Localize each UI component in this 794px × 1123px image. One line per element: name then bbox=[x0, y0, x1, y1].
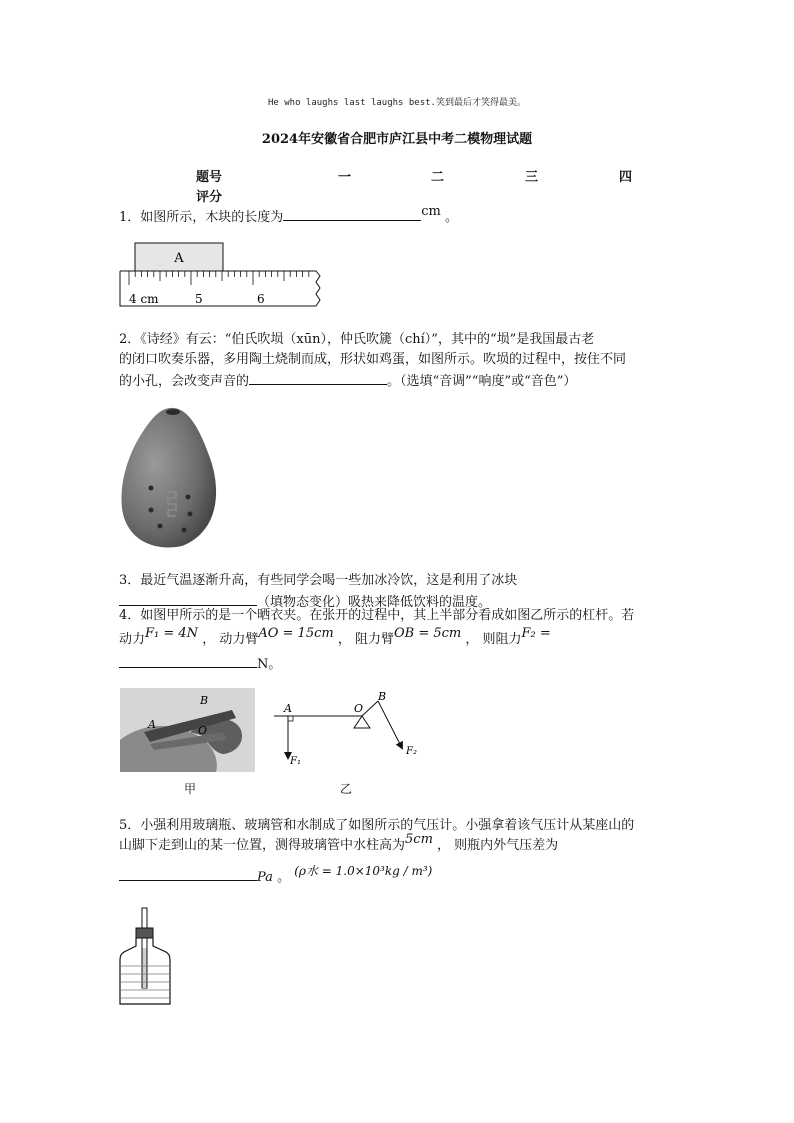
caption-yi: 乙 bbox=[340, 782, 353, 796]
q3-answer-blank[interactable] bbox=[119, 591, 257, 606]
q2-line-2: 的闭口吹奏乐器，多用陶土烧制而成，形状如鸡蛋，如图所示。吹埙的过程中，按住不同 bbox=[119, 352, 627, 367]
ruler-figure bbox=[118, 240, 324, 308]
page-title: 2024年安徽省合肥市庐江县中考二模物理试题 bbox=[261, 132, 533, 147]
q4-unit: N。 bbox=[257, 657, 282, 672]
tick-label-5: 5 bbox=[195, 292, 203, 306]
q5-density: (ρ水 = 1.0×10³kg / m³) bbox=[294, 864, 433, 878]
score-row-header: 评分 bbox=[196, 190, 223, 205]
xun-body bbox=[122, 408, 217, 548]
barometer-figure bbox=[118, 906, 174, 1010]
fulcrum bbox=[354, 716, 370, 728]
q5-end: 。 bbox=[277, 870, 291, 885]
page-motto: He who laughs last laughs best.笑到最后才笑得最美。 bbox=[268, 98, 526, 108]
lever-label-o: O bbox=[354, 702, 364, 715]
caption-jia: 甲 bbox=[184, 782, 197, 796]
lever-label-a: A bbox=[284, 702, 292, 715]
q1-answer-blank[interactable] bbox=[283, 206, 421, 221]
score-col-3: 三 bbox=[525, 170, 539, 185]
score-col-1: 一 bbox=[338, 170, 352, 185]
xun-figure bbox=[118, 400, 228, 550]
q4-answer-blank[interactable] bbox=[119, 653, 257, 668]
q5-line-3 bbox=[119, 866, 679, 888]
score-col-header: 题号 bbox=[196, 170, 223, 185]
q5-line-2b: ， 则瓶内外气压差为 bbox=[437, 838, 559, 853]
q2-line-3b: 。（选填“音调”“响度”或“音色”） bbox=[387, 374, 577, 389]
q4-line-1: 4．如图甲所示的是一个晒衣夹。在张开的过程中，其上半部分看成如图乙所示的杠杆。若 bbox=[119, 608, 635, 623]
q4-expr-f2: F₂ = bbox=[521, 626, 551, 641]
q5-line-1: 5．小强利用玻璃瓶、玻璃管和水制成了如图所示的气压计。小强拿着该气压计从某座山的 bbox=[119, 818, 635, 833]
lever-diagram bbox=[268, 688, 438, 772]
lever-label-b: B bbox=[378, 690, 387, 703]
question-5 bbox=[119, 816, 679, 856]
force-f2-arrow bbox=[378, 701, 402, 748]
q5-line-2a: 山脚下走到山的某一位置，测得玻璃管中水柱高为 bbox=[119, 838, 406, 853]
tick-label-4: 4 cm bbox=[129, 292, 159, 306]
q4-expr-f1: F₁ = 4N bbox=[145, 626, 199, 641]
q4-line-2 bbox=[119, 626, 679, 650]
question-1 bbox=[119, 206, 679, 228]
q2-line-3a: 的小孔，会改变声音的 bbox=[119, 374, 250, 389]
photo-label-b: B bbox=[200, 694, 209, 707]
q1-unit: cm bbox=[421, 204, 441, 219]
score-col-2: 二 bbox=[431, 170, 445, 185]
score-col-4: 四 bbox=[619, 170, 633, 185]
lever-label-f1: F₁ bbox=[290, 756, 301, 767]
photo-label-a: A bbox=[148, 718, 156, 731]
xun-top-hole bbox=[166, 409, 180, 415]
q4-label-f1: 动力 bbox=[119, 632, 146, 647]
q5-answer-blank[interactable] bbox=[119, 866, 257, 881]
clothespin-photo bbox=[120, 688, 255, 772]
photo-label-o: O bbox=[198, 724, 208, 737]
tick-label-6: 6 bbox=[257, 292, 265, 306]
q3-line-2: （填物态变化）吸热来降低饮料的温度。 bbox=[257, 595, 492, 610]
q4-expr-ao: AO = 15cm bbox=[258, 626, 334, 641]
q1-end: 。 bbox=[445, 210, 459, 225]
question-2 bbox=[119, 330, 679, 392]
q4-line-3 bbox=[119, 653, 679, 675]
q2-line-1: 2．《诗经》有云：“伯氏吹埙（xūn），仲氏吹篪（chí）”，其中的“埙”是我国最古老 bbox=[119, 332, 595, 347]
q3-line-1: 3．最近气温逐渐升高，有些同学会喝一些加冰冷饮，这是利用了冰块 bbox=[119, 573, 518, 588]
question-4 bbox=[119, 606, 679, 626]
stopper bbox=[136, 928, 153, 938]
q5-unit: Pa bbox=[257, 870, 273, 885]
q5-height: 5cm bbox=[405, 832, 433, 847]
q1-text: 1．如图所示，木块的长度为 bbox=[119, 210, 284, 225]
q4-label-ao: ， 动力臂 bbox=[202, 632, 259, 647]
q4-label-f2: ， 则阻力 bbox=[465, 632, 522, 647]
q4-expr-ob: OB = 5cm bbox=[393, 626, 462, 641]
block-label: A bbox=[174, 251, 184, 266]
q2-answer-blank[interactable] bbox=[249, 370, 387, 385]
q4-label-ob: ， 阻力臂 bbox=[337, 632, 394, 647]
lever-label-f2: F₂ bbox=[406, 746, 417, 757]
